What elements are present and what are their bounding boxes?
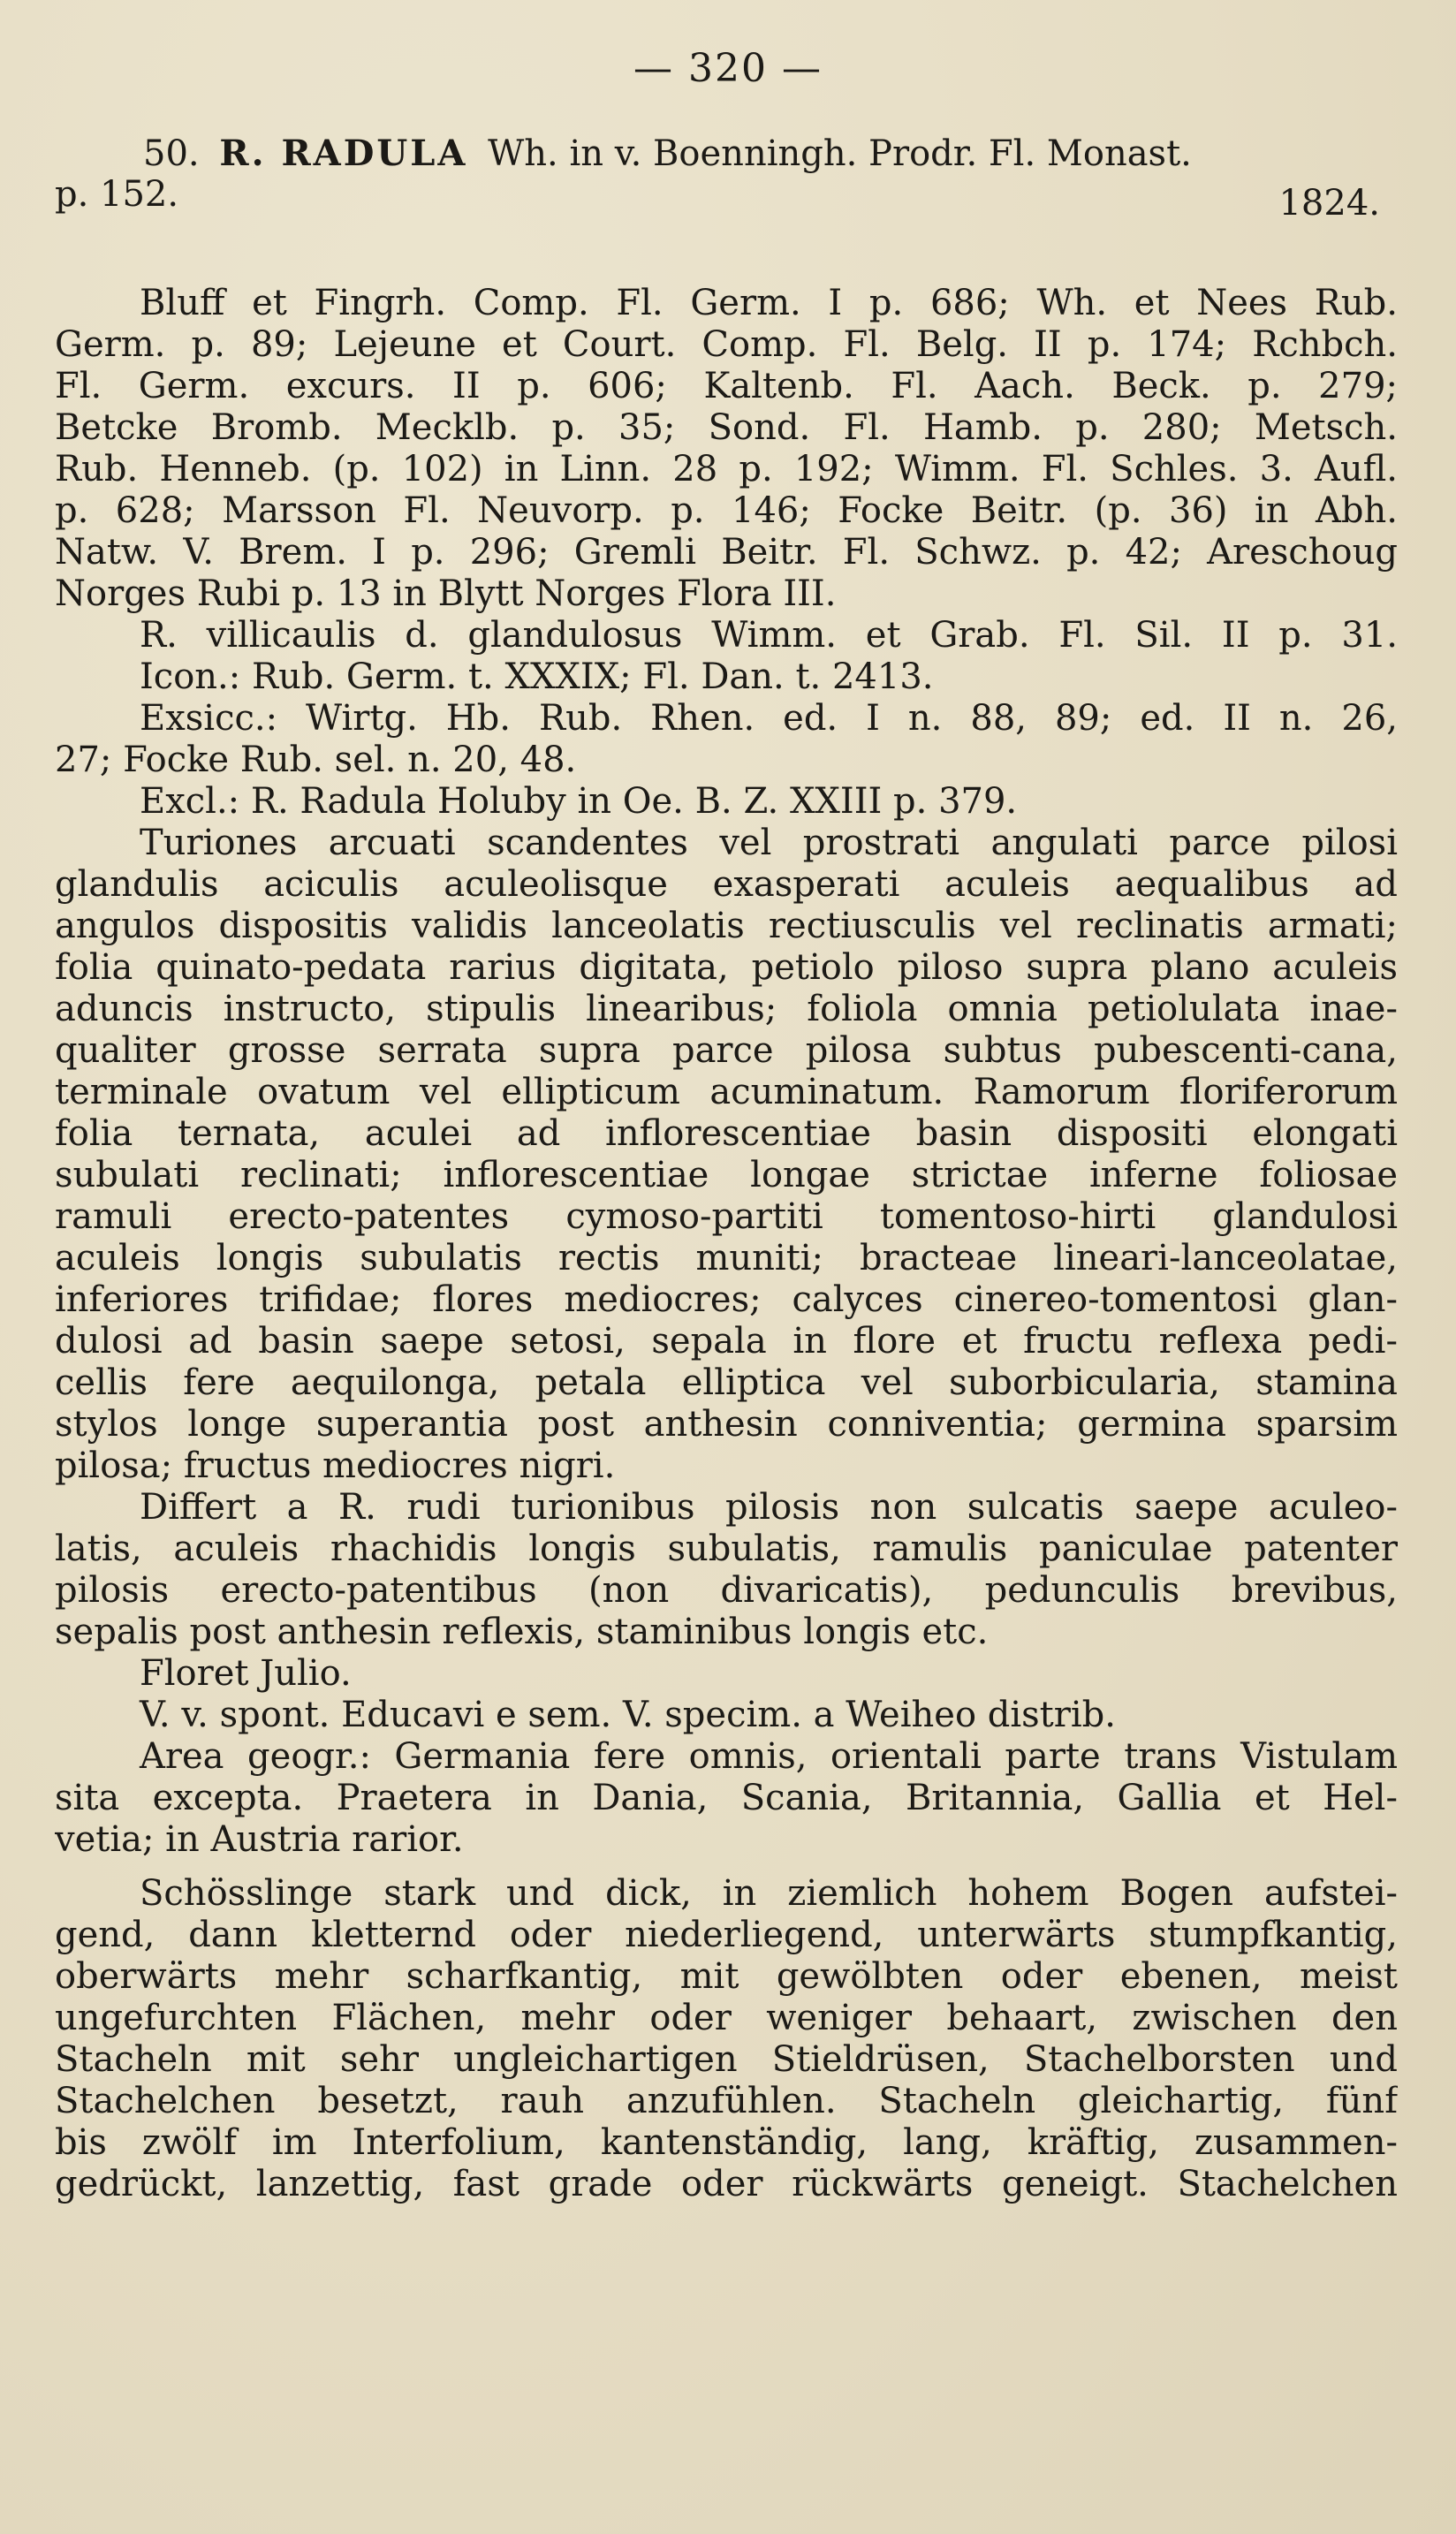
- text-line: Betcke Bromb. Mecklb. p. 35; Sond. Fl. Hamb. p. 280; Metsch.: [55, 407, 1398, 448]
- text-line: Stachelchen besetzt, rauh anzufühlen. Stacheln gleichartig, fünf: [55, 2081, 1398, 2121]
- text-line: Differt a R. rudi turionibus pilosis non sulcatis saepe aculeo-: [140, 1487, 1398, 1528]
- text-line: Excl.: R. Radula Holuby in Oe. B. Z. XXIII p. 379.: [140, 781, 1018, 822]
- text-line: gedrückt, lanzettig, fast grade oder rückwärts geneigt. Stachelchen: [55, 2164, 1398, 2204]
- text-line: cellis fere aequilonga, petala elliptica vel suborbicularia, stamina: [55, 1362, 1398, 1403]
- text-line: glandulis aciculis aculeolisque exasperati aculeis aequalibus ad: [55, 864, 1398, 905]
- text-line: sepalis post anthesin reflexis, staminibus longis etc.: [55, 1612, 989, 1652]
- text-line: ungefurchten Flächen, mehr oder weniger behaart, zwischen den: [55, 1998, 1398, 2038]
- text-line: Germ. p. 89; Lejeune et Court. Comp. Fl. Belg. II p. 174; Rchbch.: [55, 324, 1398, 365]
- text-line: Icon.: Rub. Germ. t. XXXIX; Fl. Dan. t. 2413.: [140, 656, 934, 697]
- species-name: R. RADULA: [219, 133, 468, 174]
- text-line: pilosis erecto-patentibus (non divaricatis), pedunculis brevibus,: [55, 1570, 1398, 1611]
- text-line: vetia; in Austria rarior.: [55, 1819, 464, 1860]
- text-line: Bluff et Fingrh. Comp. Fl. Germ. I p. 686; Wh. et Nees Rub.: [140, 283, 1398, 323]
- text-line: p. 628; Marsson Fl. Neuvorp. p. 146; Focke Beitr. (p. 36) in Abh.: [55, 490, 1398, 531]
- text-line: V. v. spont. Educavi e sem. V. specim. a Weiheo distrib.: [140, 1695, 1116, 1735]
- species-author: Wh. in v. Boenningh. Prodr. Fl. Monast.: [488, 133, 1192, 174]
- text-line: bis zwölf im Interfolium, kantenständig, lang, kräftig, zusammen-: [55, 2122, 1398, 2163]
- text-line: dulosi ad basin saepe setosi, sepala in flore et fructu reflexa pedi-: [55, 1321, 1398, 1362]
- text-line: Exsicc.: Wirtg. Hb. Rub. Rhen. ed. I n. 88, 89; ed. II n. 26,: [140, 698, 1398, 739]
- text-line: aculeis longis subulatis rectis muniti; bracteae lineari-lanceolatae,: [55, 1238, 1398, 1278]
- text-line: latis, aculeis rhachidis longis subulatis, ramulis paniculae patenter: [55, 1529, 1398, 1569]
- text-line: Rub. Henneb. (p. 102) in Linn. 28 p. 192; Wimm. Fl. Schles. 3. Aufl.: [55, 449, 1398, 489]
- heading-page-ref: p. 152.: [55, 174, 179, 215]
- heading-line-2: [55, 174, 1398, 224]
- main-text: [55, 283, 1398, 2205]
- text-line: oberwärts mehr scharfkantig, mit gewölbten oder ebenen, meist: [55, 1956, 1398, 1997]
- heading-line-1: [55, 133, 1398, 174]
- text-line: gend, dann kletternd oder niederliegend, unterwärts stumpfkantig,: [55, 1915, 1398, 1955]
- text-line: aduncis instructo, stipulis linearibus; foliola omnia petiolulata inae-: [55, 989, 1398, 1029]
- text-line: 27; Focke Rub. sel. n. 20, 48.: [55, 740, 577, 780]
- text-line: sita excepta. Praetera in Dania, Scania, Britannia, Gallia et Hel-: [55, 1778, 1398, 1818]
- species-heading: [55, 133, 1398, 224]
- text-line: ramuli erecto-patentes cymoso-partiti tomentoso-hirti glandulosi: [55, 1196, 1398, 1237]
- text-line: Turiones arcuati scandentes vel prostrati angulati parce pilosi: [140, 823, 1398, 863]
- text-line: Natw. V. Brem. I p. 296; Gremli Beitr. Fl. Schwz. p. 42; Areschoug: [55, 532, 1398, 573]
- text-line: qualiter grosse serrata supra parce pilosa subtus pubescenti-cana,: [55, 1030, 1398, 1071]
- text-line: Schösslinge stark und dick, in ziemlich hohem Bogen aufstei-: [140, 1873, 1398, 1914]
- text-line: pilosa; fructus mediocres nigri.: [55, 1445, 616, 1486]
- text-line: Fl. Germ. excurs. II p. 606; Kaltenb. Fl. Aach. Beck. p. 279;: [55, 366, 1398, 406]
- text-line: subulati reclinati; inflorescentiae longae strictae inferne foliosae: [55, 1155, 1398, 1195]
- text-line: R. villicaulis d. glandulosus Wimm. et Grab. Fl. Sil. II p. 31.: [140, 615, 1398, 656]
- text-line: Floret Julio.: [140, 1653, 352, 1694]
- text-line: Area geogr.: Germania fere omnis, orientali parte trans Vistulam: [140, 1736, 1398, 1777]
- text-line: angulos dispositis validis lanceolatis rectiusculis vel reclinatis armati;: [55, 906, 1398, 946]
- text-line: folia quinato-pedata rarius digitata, petiolo piloso supra plano aculeis: [55, 947, 1398, 988]
- text-line: terminale ovatum vel ellipticum acuminatum. Ramorum floriferorum: [55, 1072, 1398, 1112]
- text-line: stylos longe superantia post anthesin conniventia; germina sparsim: [55, 1404, 1398, 1445]
- text-line: folia ternata, aculei ad inflorescentiae basin dispositi elongati: [55, 1113, 1398, 1154]
- text-line: Norges Rubi p. 13 in Blytt Norges Flora III.: [55, 573, 837, 614]
- page-number: — 320 —: [633, 46, 823, 91]
- text-line: inferiores trifidae; flores mediocres; calyces cinereo-tomentosi glan-: [55, 1279, 1398, 1320]
- species-number: 50.: [143, 133, 200, 174]
- heading-year: 1824.: [1278, 183, 1380, 224]
- text-line: Stacheln mit sehr ungleichartigen Stieldrüsen, Stachelborsten und: [55, 2039, 1398, 2080]
